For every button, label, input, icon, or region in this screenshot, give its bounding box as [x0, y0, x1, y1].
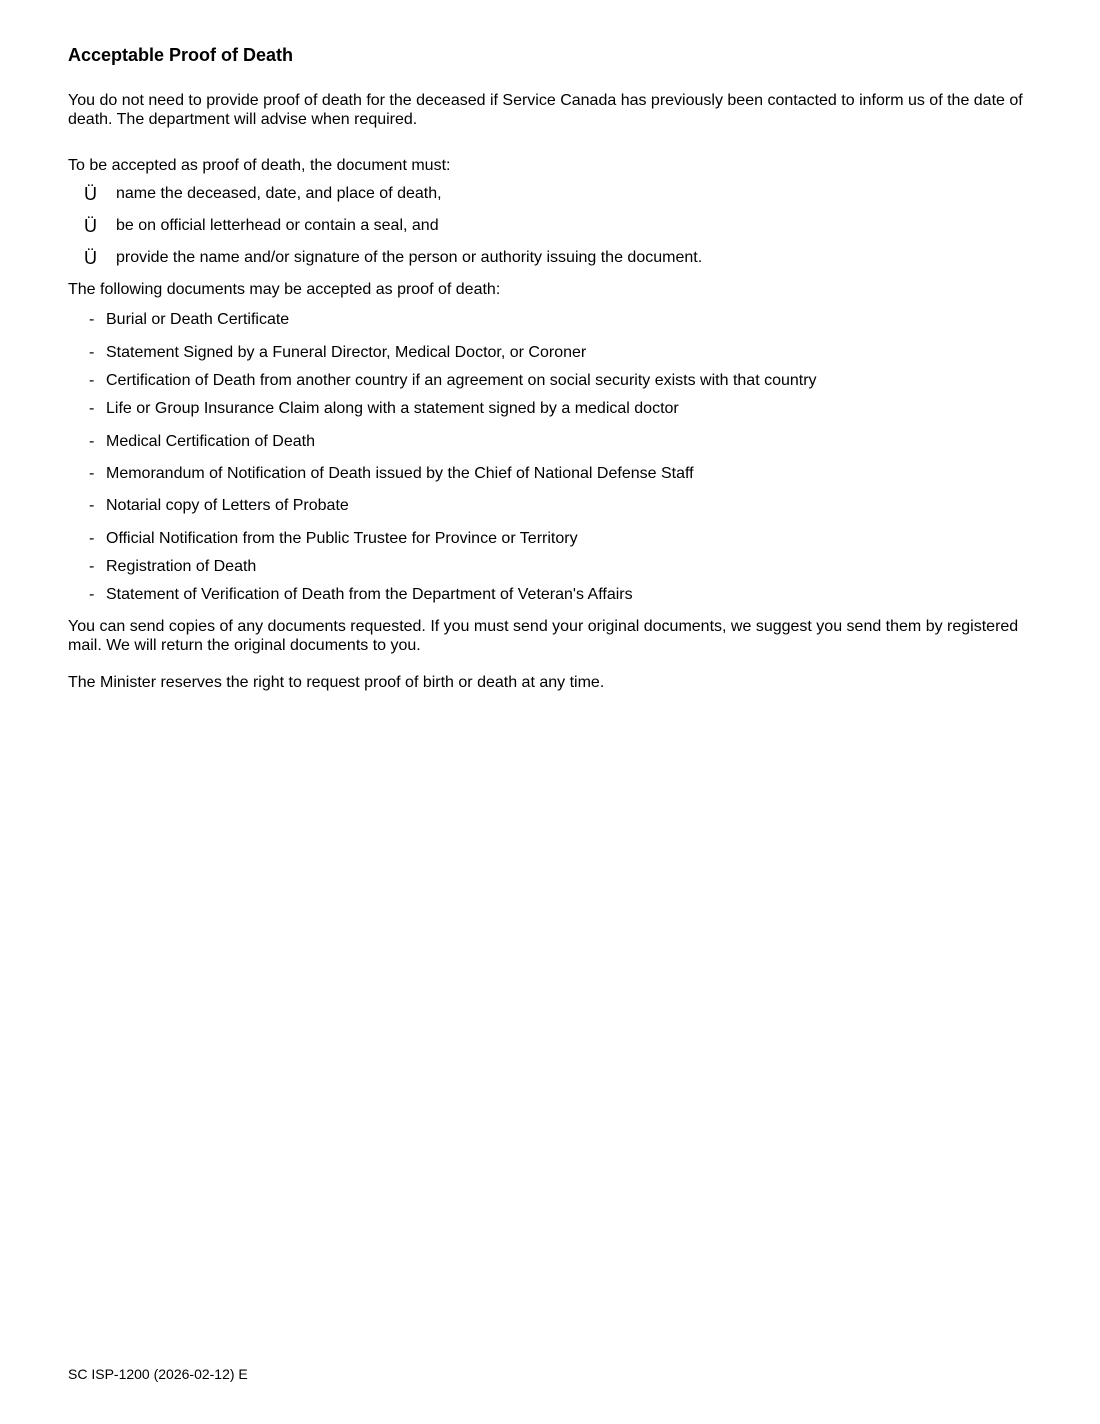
- check-mark-icon: Ü: [84, 184, 97, 204]
- dash-marker: -: [89, 497, 95, 514]
- document-text: Life or Group Insurance Claim along with a statement signed by a medical doctor: [106, 400, 679, 417]
- requirement-item: [68, 184, 1043, 203]
- dash-marker: -: [89, 344, 95, 361]
- copies-note: You can send copies of any documents requested. If you must send your original documents, we suggest you send them by registered mail. We will return the original documents to you.: [68, 618, 1019, 654]
- dash-marker: -: [89, 530, 95, 547]
- requirement-item: [68, 248, 1043, 267]
- page-title: Acceptable Proof of Death: [68, 45, 294, 65]
- dash-marker: -: [89, 558, 95, 575]
- document-item: [68, 399, 1043, 418]
- document-text: Registration of Death: [106, 558, 257, 575]
- document-text: Notarial copy of Letters of Probate: [106, 497, 349, 514]
- document-item: [68, 585, 1043, 604]
- dash-marker: -: [89, 433, 95, 450]
- document-text: Memorandum of Notification of Death issued by the Chief of National Defense Staff: [106, 465, 694, 482]
- document-item: [68, 529, 1043, 548]
- requirement-text: provide the name and/or signature of the person or authority issuing the document.: [116, 249, 703, 266]
- dash-marker: -: [89, 465, 95, 482]
- document-item: [68, 496, 1043, 515]
- check-mark-icon: Ü: [84, 216, 97, 236]
- document-text: Official Notification from the Public Trustee for Province or Territory: [106, 530, 578, 547]
- document-page: [68, 44, 1043, 692]
- document-item: [68, 557, 1043, 576]
- requirements-heading: To be accepted as proof of death, the document must:: [68, 157, 451, 174]
- dash-marker: -: [89, 586, 95, 603]
- document-text: Certification of Death from another country if an agreement on social security exists with that country: [106, 372, 817, 389]
- document-text: Burial or Death Certificate: [106, 311, 290, 328]
- document-item: [68, 464, 1043, 483]
- documents-list: [68, 310, 1043, 604]
- check-mark-icon: Ü: [84, 248, 97, 268]
- documents-heading: The following documents may be accepted as proof of death:: [68, 281, 501, 298]
- document-item: [68, 371, 1043, 390]
- document-text: Statement of Verification of Death from the Department of Veteran's Affairs: [106, 586, 633, 603]
- form-number-footer: SC ISP-1200 (2026-02-12) E: [68, 1366, 248, 1382]
- document-text: Statement Signed by a Funeral Director, Medical Doctor, or Coroner: [106, 344, 587, 361]
- minister-note: The Minister reserves the right to request proof of birth or death at any time.: [68, 674, 605, 691]
- document-text: Medical Certification of Death: [106, 433, 315, 450]
- document-item: [68, 310, 1043, 329]
- requirement-text: name the deceased, date, and place of death,: [116, 185, 442, 202]
- requirement-text: be on official letterhead or contain a seal, and: [116, 217, 439, 234]
- document-item: [68, 432, 1043, 451]
- intro-paragraph: You do not need to provide proof of death for the deceased if Service Canada has previously been contacted to inform us of the date of death. The department will advise when required.: [68, 92, 1023, 128]
- dash-marker: -: [89, 400, 95, 417]
- dash-marker: -: [89, 372, 95, 389]
- dash-marker: -: [89, 311, 95, 328]
- requirement-item: [68, 216, 1043, 235]
- document-item: [68, 343, 1043, 362]
- requirements-list: [68, 184, 1043, 267]
